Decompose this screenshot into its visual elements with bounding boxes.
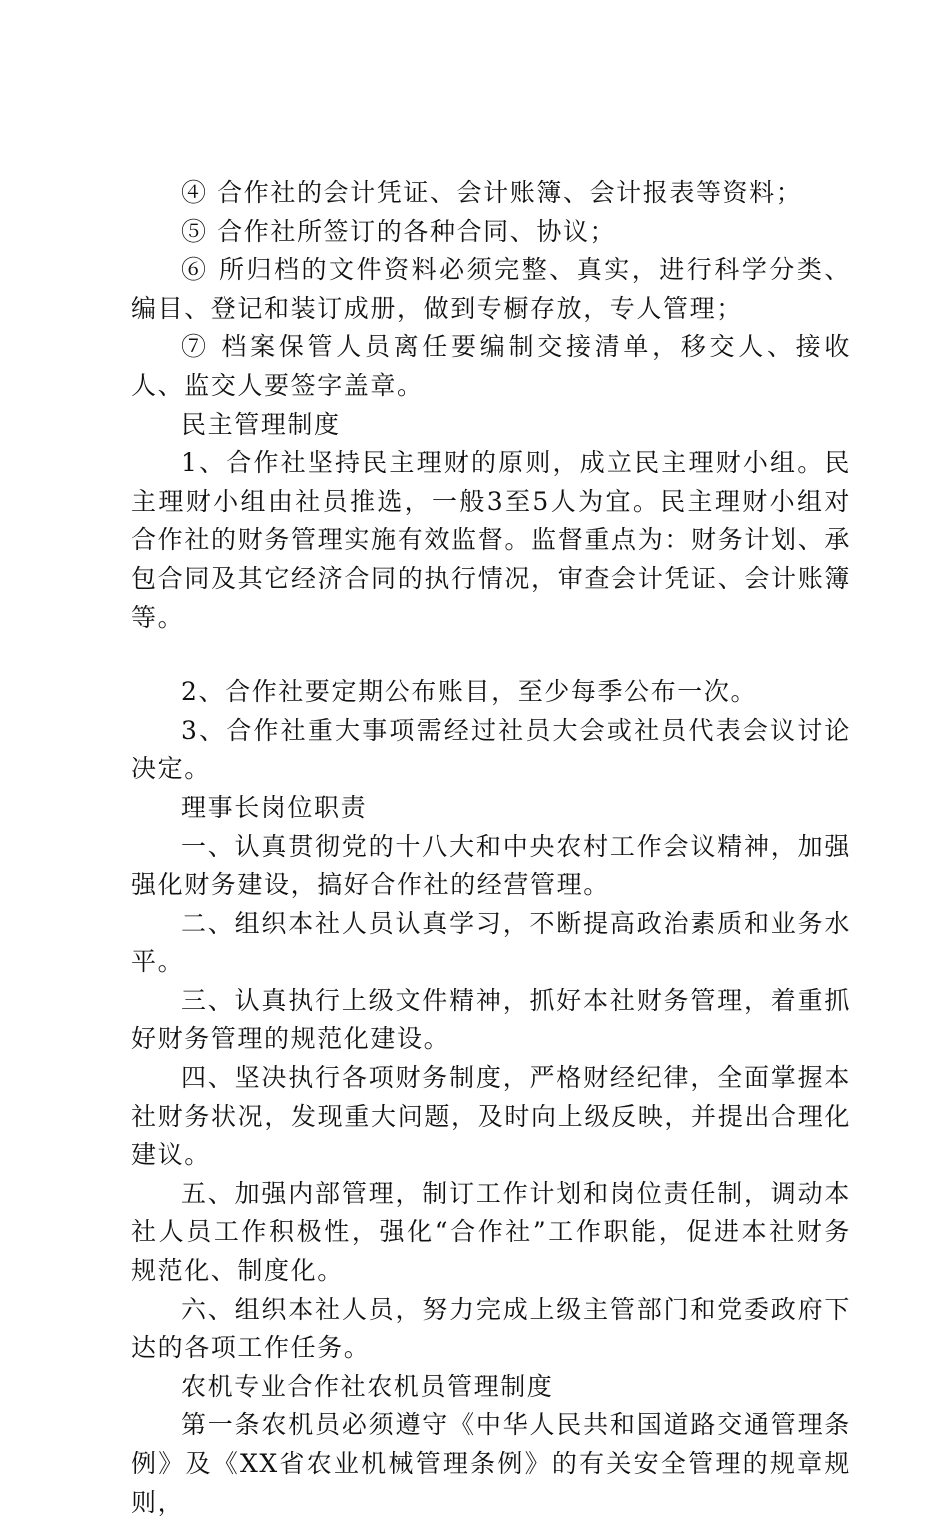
democratic-item-1: 1、合作社坚持民主理财的原则，成立民主理财小组。民主理财小组由社员推选，一般3至5人为宜。民主理财小组对合作社的财务管理实施有效监督。监督重点为：财务计划、承包合同及其它经济合同的执行情况，审查会计凭证、会计账簿等。 — [131, 448, 851, 632]
democratic-item-2: 2、合作社要定期公布账目，至少每季公布一次。 — [181, 677, 758, 707]
section-heading-democratic-management: 民主管理制度 — [181, 409, 341, 439]
section-heading-chairman-duties: 理事长岗位职责 — [181, 792, 368, 822]
item-6-archive-requirements: ⑥ 所归档的文件资料必须完整、真实，进行科学分类、编目、登记和装订成册，做到专橱存放，专人管理； — [131, 255, 851, 323]
item-5-contracts: ⑤ 合作社所签订的各种合同、协议； — [181, 216, 617, 246]
chairman-duty-2: 二、组织本社人员认真学习，不断提高政治素质和业务水平。 — [131, 908, 851, 977]
item-7-handover: ⑦ 档案保管人员离任要编制交接清单，移交人、接收人、监交人要签字盖章。 — [131, 332, 851, 400]
chairman-duty-6: 六、组织本社人员，努力完成上级主管部门和党委政府下达的各项工作任务。 — [131, 1294, 851, 1363]
machinery-rule-article-1: 第一条农机员必须遵守《中华人民共和国道路交通管理条例》及《XX省农业机械管理条例》的有关安全管理的规章规则， — [131, 1410, 851, 1517]
chairman-duty-1: 一、认真贯彻党的十八大和中央农村工作会议精神，加强强化财务建设，搞好合作社的经营管理。 — [131, 831, 851, 900]
chairman-duty-3: 三、认真执行上级文件精神，抓好本社财务管理，着重抓好财务管理的规范化建设。 — [131, 985, 851, 1054]
document-body — [131, 174, 851, 1522]
chairman-duty-5: 五、加强内部管理，制订工作计划和岗位责任制，调动本社人员工作积极性，强化“合作社”工作职能，促进本社财务规范化、制度化。 — [131, 1178, 851, 1286]
democratic-item-3: 3、合作社重大事项需经过社员大会或社员代表会议讨论决定。 — [131, 715, 851, 784]
section-heading-machinery-operator-rules: 农机专业合作社农机员管理制度 — [181, 1371, 554, 1401]
chairman-duty-4: 四、坚决执行各项财务制度，严格财经纪律，全面掌握本社财务状况，发现重大问题，及时向上级反映，并提出合理化建议。 — [131, 1063, 851, 1170]
item-4-accounting-records: ④ 合作社的会计凭证、会计账簿、会计报表等资料； — [181, 178, 803, 207]
